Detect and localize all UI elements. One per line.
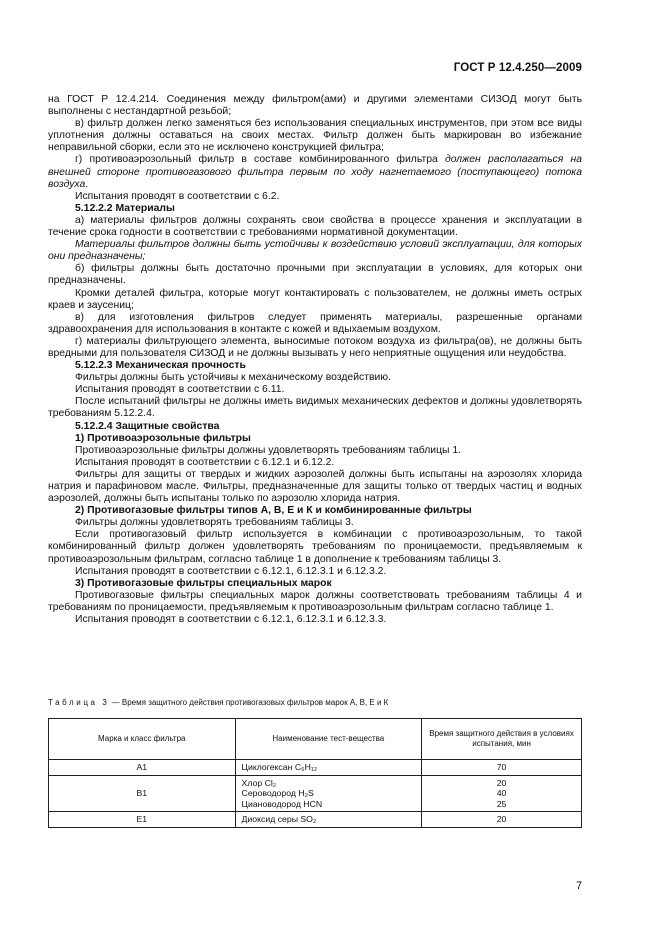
section-heading: 5.12.2.2 Материалы <box>75 202 175 214</box>
paragraph: Противогазовые фильтры специальных марок должны соответствовать требованиям таблицы 4 и требованиям по проницаемости, предъявляемым к противоаэрозольным фильтрам согласно таблице 1. <box>48 589 582 613</box>
paragraph: в) для изготовления фильтров следует применять материалы, разрешенные органами здравоохранения для использования в контакте с кожей и вдыхаемым воздухом. <box>48 311 582 335</box>
filter-mark-cell: Е1 <box>49 812 236 828</box>
table-row <box>49 760 582 776</box>
filter-mark-cell: А1 <box>49 760 236 776</box>
paragraph: в) фильтр должен легко заменяться без использования специальных инструментов, при этом все виды уплотнения должны оставаться на своих местах. Фильтр должен быть маркирован во избежание неправильной сборки, если это не исключено конструкцией фильтра; <box>48 118 582 154</box>
subsection-heading: 1) Противоаэрозольные фильтры <box>75 432 251 444</box>
substance-cell <box>235 775 422 812</box>
substance-name: Хлор Cl₂ <box>241 777 277 788</box>
column-header: Марка и класс фильтра <box>49 719 236 760</box>
paragraph: б) фильтры должны быть достаточно прочными при эксплуатации в условиях, для которых они предназначены. <box>48 263 582 287</box>
paragraph: Испытания проводят в соответствии с 6.12.1, 6.12.3.1 и 6.12.3.2. <box>75 565 387 577</box>
section-heading: 5.12.2.3 Механическая прочность <box>75 360 246 372</box>
paragraph: а) материалы фильтров должны сохранять свои свойства в процессе хранения и эксплуатации в течение срока годности в соответствии с требованиями нормативной документации. <box>48 214 582 239</box>
paragraph: Противоаэрозольные фильтры должны удовлетворять требованиям таблицы 1. <box>75 444 462 456</box>
substance-cell <box>235 760 422 776</box>
table-header-row <box>49 719 582 760</box>
substance-name: Диоксид серы SO₂ <box>241 814 317 824</box>
time-value: 20 <box>496 814 507 824</box>
column-header: Наименование тест-вещества <box>235 719 422 760</box>
section-heading: 5.12.2.4 Защитные свойства <box>75 420 220 432</box>
time-value: 40 <box>496 788 507 798</box>
substance-name: Циклогексан C₆H₁₂ <box>241 762 318 772</box>
time-value: 25 <box>496 798 507 809</box>
substance-name: Циановодород HCN <box>241 798 323 809</box>
time-value: 20 <box>496 777 507 788</box>
document-body <box>48 94 582 626</box>
table-caption <box>48 698 388 707</box>
paragraph-italic-text: должен располагаться на внешней стороне противогазового фильтра первым по ходу нагнетаемого (поступающего) потока воздуха <box>48 154 582 190</box>
page-number: 7 <box>576 880 583 892</box>
substance-name: Сероводород H₂S <box>241 788 314 798</box>
paragraph: Испытания проводят в соответствии с 6.11. <box>75 384 285 396</box>
paragraph: Испытания проводят в соответствии с 6.12.1, 6.12.3.1 и 6.12.3.3. <box>75 614 387 626</box>
paragraph: После испытаний фильтры не должны иметь видимых механических дефектов и должны удовлетворять требованиям 5.12.2.4. <box>48 396 582 420</box>
paragraph: Кромки деталей фильтра, которые могут контактировать с пользователем, не должны иметь острых краев и заусениц; <box>48 287 582 311</box>
paragraph: Испытания проводят в соответствии с 6.2. <box>75 190 280 202</box>
paragraph: Фильтры должны удовлетворять требованиям таблицы 3. <box>75 517 354 529</box>
table-row <box>49 775 582 812</box>
paragraph: Материалы фильтров должны быть устойчивы к воздействию условий эксплуатации, для которых они предназначены; <box>48 239 582 263</box>
paragraph: Фильтры для защиты от твердых и жидких аэрозолей должны быть испытаны на аэрозолях хлорида натрия и парафиновом масле. Фильтры, предназначенные для защиты только от твердых частиц и водных аэрозолей, должны быть испытаны только по аэрозолю хлорида натрия. <box>48 468 582 505</box>
subsection-heading: 3) Противогазовые фильтры специальных марок <box>75 577 332 589</box>
time-cell <box>422 760 582 776</box>
paragraph: Если противогазовый фильтр используется в комбинации с противоаэрозольным, то такой комбинированный фильтр должен удовлетворять требованиям по проницаемости, предъявляемым к противоаэрозольным фильтрам, согласно таблице 1 в дополнение к требованиям таблицы 3. <box>48 529 582 565</box>
paragraph: на ГОСТ Р 12.4.214. Соединения между фильтром(ами) и другими элементами СИЗОД могут быть выполнены с нестандартной резьбой; <box>48 94 582 118</box>
subsection-heading: 2) Противогазовые фильтры типов А, В, Е и К и комбинированные фильтры <box>75 505 472 517</box>
paragraph-text: г) противоаэрозольный фильтр в составе комбинированного фильтра <box>75 154 438 166</box>
table-caption-text: — Время защитного действия противогазовых фильтров марок А, В, Е и К <box>109 698 389 707</box>
paragraph: Испытания проводят в соответствии с 6.12.1 и 6.12.2. <box>75 456 335 468</box>
column-header: Время защитного действия в условиях испытания, мин <box>422 719 582 760</box>
table-caption-label: Таблица 3 <box>48 698 110 707</box>
document-header: ГОСТ Р 12.4.250—2009 <box>453 62 582 74</box>
substance-cell <box>235 812 422 828</box>
table-row <box>49 812 582 828</box>
time-cell <box>422 812 582 828</box>
paragraph: г) материалы фильтрующего элемента, выносимые потоком воздуха из фильтра(ов), не должны быть вредными для пользователя СИЗОД и не должны вызывать у него неприятные ощущения или неудобства. <box>48 335 582 359</box>
time-cell <box>422 775 582 812</box>
paragraph: г) противоаэрозольный фильтр в составе комбинированного фильтра должен располагаться на внешней стороне противогазового фильтра первым по ходу нагнетаемого (поступающего) потока воздуха. <box>48 154 582 190</box>
time-value: 70 <box>496 762 507 772</box>
filter-mark-cell: В1 <box>49 775 236 812</box>
paragraph: Фильтры должны быть устойчивы к механическому воздействию. <box>75 372 391 384</box>
protection-time-table <box>48 718 582 828</box>
